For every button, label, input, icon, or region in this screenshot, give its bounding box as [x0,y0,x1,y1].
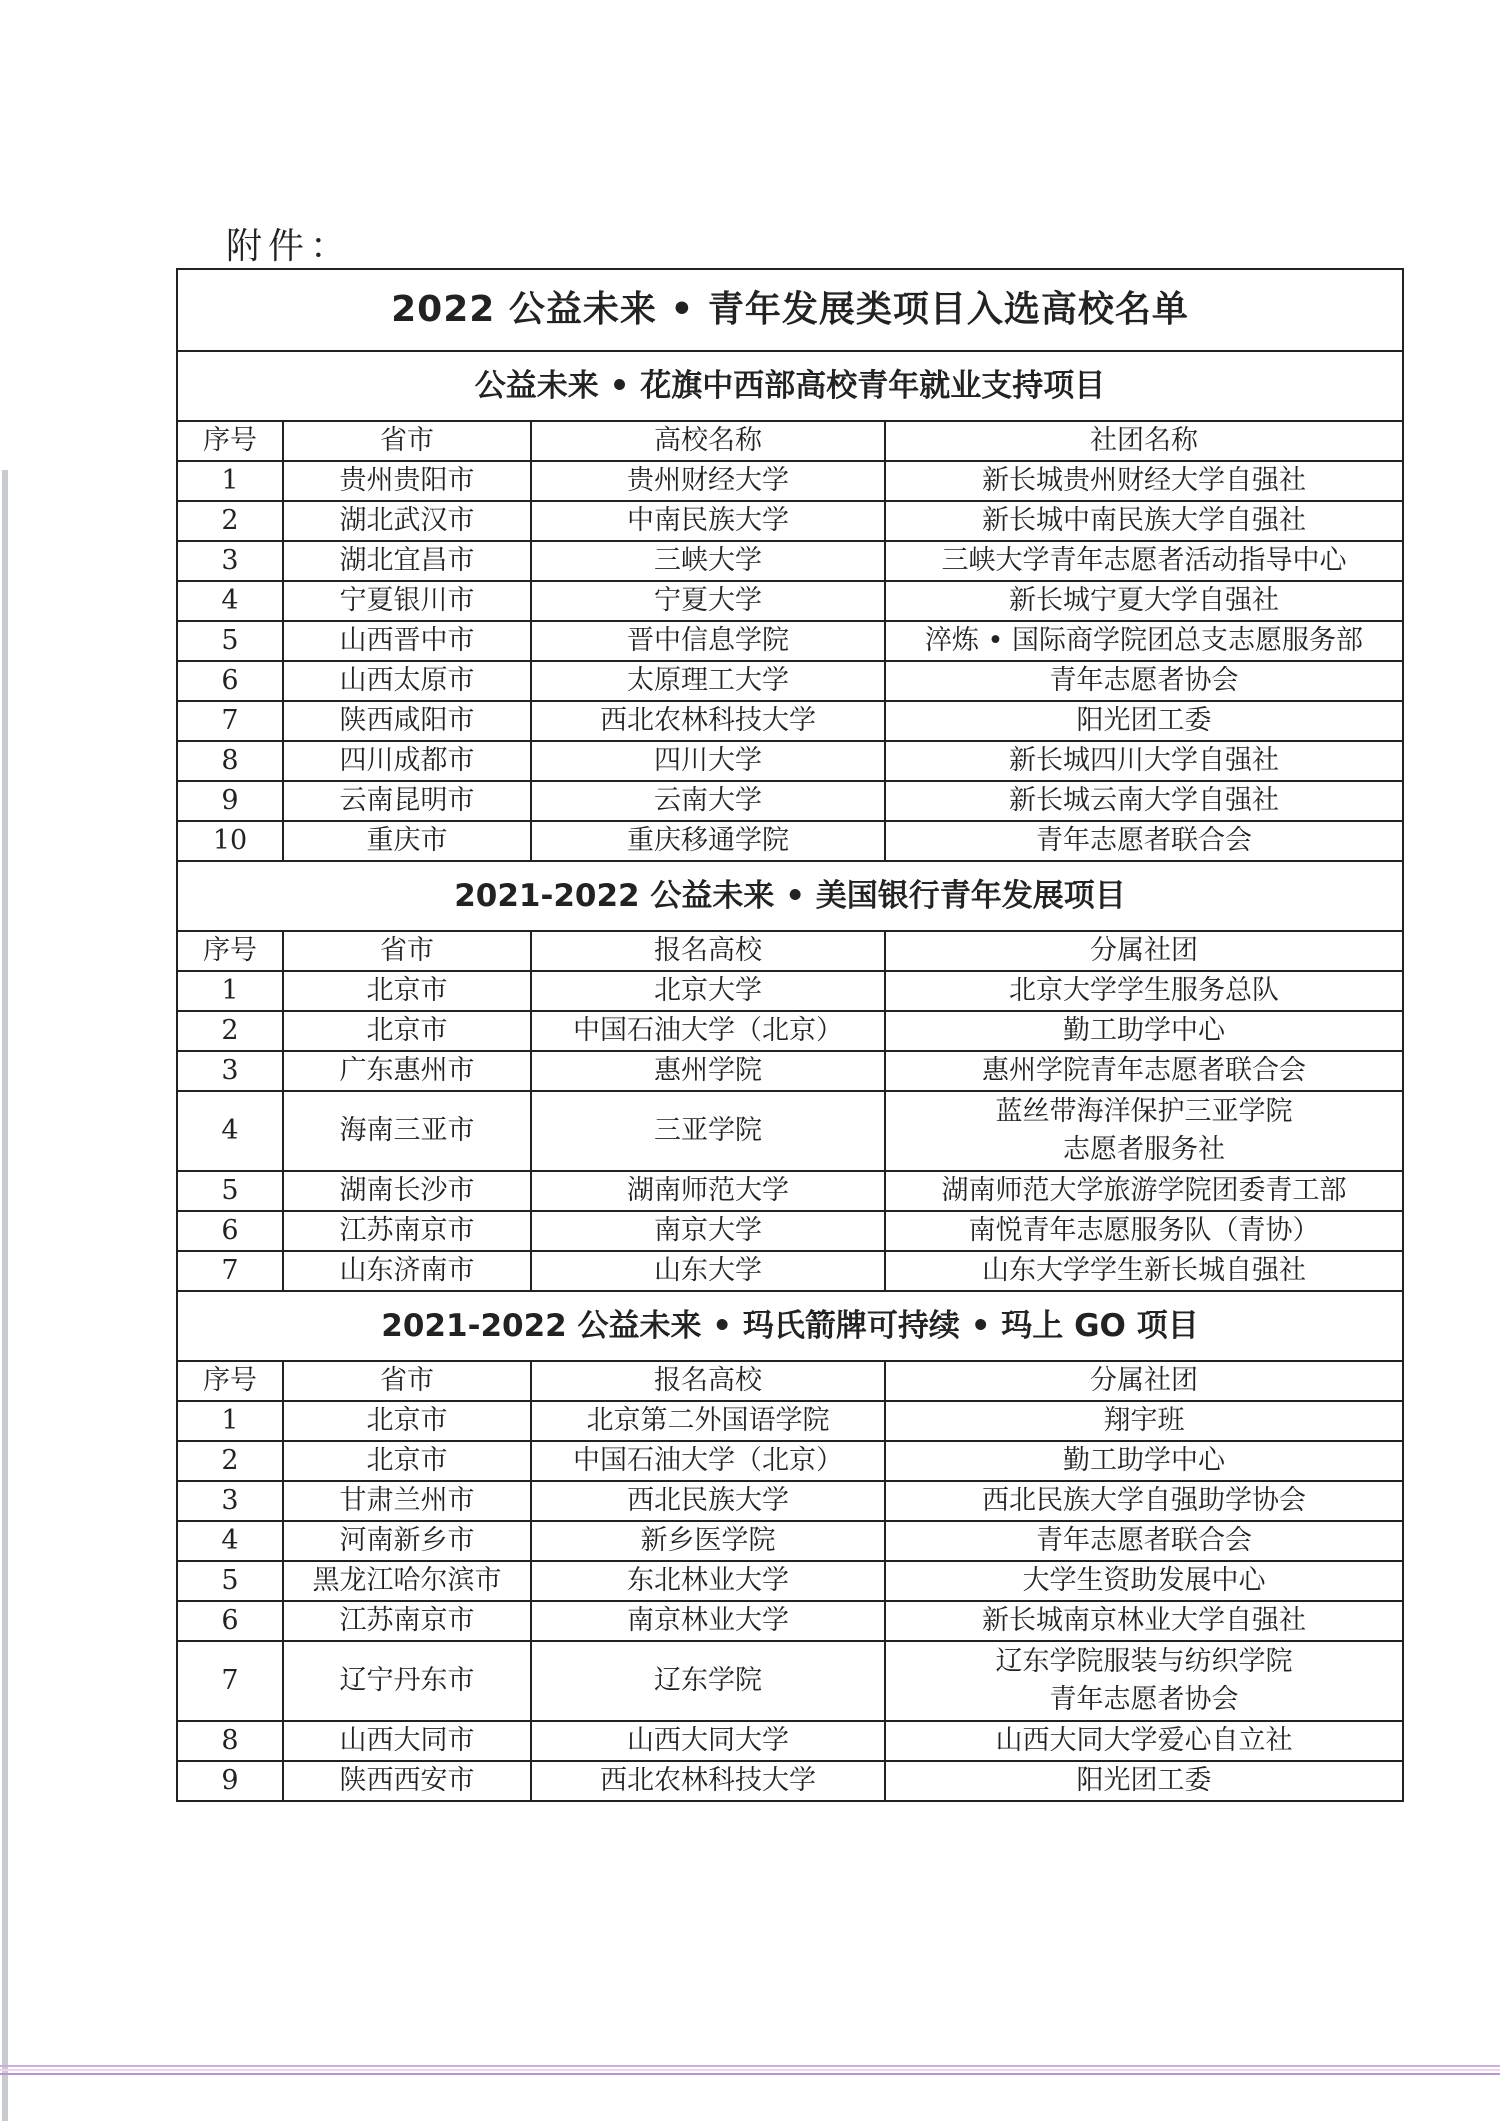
cell-school: 湖南师范大学 [531,1171,885,1211]
cell-club [885,1051,1403,1091]
cell-city: 湖北宜昌市 [283,541,531,581]
cell-index: 10 [177,821,283,861]
club-line: 三峡大学青年志愿者活动指导中心 [941,545,1347,576]
table-row [177,541,1403,581]
club-line: 勤工助学中心 [1063,1445,1225,1476]
cell-club [885,461,1403,501]
cell-club [885,1011,1403,1051]
cell-club [885,821,1403,861]
cell-city: 陕西西安市 [283,1761,531,1801]
section-title-row [177,861,1403,931]
cell-school: 三亚学院 [531,1091,885,1171]
table-row [177,1091,1403,1171]
club-line: 西北民族大学自强助学协会 [982,1485,1306,1516]
cell-school: 惠州学院 [531,1051,885,1091]
cell-club [885,661,1403,701]
club-line: 大学生资助发展中心 [1022,1565,1266,1596]
cell-school: 西北民族大学 [531,1481,885,1521]
cell-city: 贵州贵阳市 [283,461,531,501]
section-title-row [177,1291,1403,1361]
cell-index: 5 [177,1171,283,1211]
cell-index: 2 [177,501,283,541]
table-row [177,1521,1403,1561]
cell-city: 广东惠州市 [283,1051,531,1091]
club-line: 阳光团工委 [1076,705,1212,736]
club-line: 南悦青年志愿服务队（青协） [968,1215,1320,1246]
cell-club [885,1561,1403,1601]
club-line: 辽东学院服装与纺织学院 [995,1646,1293,1677]
cell-city: 湖南长沙市 [283,1171,531,1211]
cell-club [885,1721,1403,1761]
cell-city: 江苏南京市 [283,1211,531,1251]
cell-school: 山西大同大学 [531,1721,885,1761]
header-school: 报名高校 [531,1361,885,1401]
cell-club [885,1251,1403,1291]
cell-index: 4 [177,581,283,621]
table-body [177,269,1403,1801]
cell-school: 三峡大学 [531,541,885,581]
cell-club [885,1401,1403,1441]
cell-city: 山西大同市 [283,1721,531,1761]
cell-school: 宁夏大学 [531,581,885,621]
club-line: 淬炼 • 国际商学院团总支志愿服务部 [924,625,1364,656]
club-line: 勤工助学中心 [1063,1015,1225,1046]
cell-index: 2 [177,1441,283,1481]
table-header-row [177,931,1403,971]
club-line: 阳光团工委 [1076,1765,1212,1796]
table-row [177,461,1403,501]
cell-school: 太原理工大学 [531,661,885,701]
cell-city: 辽宁丹东市 [283,1641,531,1721]
cell-school: 中国石油大学（北京） [531,1441,885,1481]
cell-city: 北京市 [283,971,531,1011]
club-line: 新长城云南大学自强社 [1009,785,1279,816]
header-index: 序号 [177,931,283,971]
club-line: 新长城宁夏大学自强社 [1009,585,1279,616]
cell-school: 东北林业大学 [531,1561,885,1601]
cell-city: 江苏南京市 [283,1601,531,1641]
club-line: 青年志愿者协会 [1049,665,1239,696]
cell-city: 山西晋中市 [283,621,531,661]
club-line: 山西大同大学爱心自立社 [995,1725,1293,1756]
club-line: 新长城南京林业大学自强社 [982,1605,1306,1636]
cell-city: 黑龙江哈尔滨市 [283,1561,531,1601]
table-row [177,1601,1403,1641]
cell-index: 3 [177,541,283,581]
cell-club [885,741,1403,781]
cell-city: 山东济南市 [283,1251,531,1291]
cell-school: 北京第二外国语学院 [531,1401,885,1441]
cell-school: 西北农林科技大学 [531,701,885,741]
section-title-row [177,351,1403,421]
cell-school: 重庆移通学院 [531,821,885,861]
table-row [177,1011,1403,1051]
cell-index: 5 [177,1561,283,1601]
cell-index: 7 [177,1251,283,1291]
cell-club [885,701,1403,741]
section-title: 2021-2022 公益未来 • 美国银行青年发展项目 [177,861,1403,931]
attachment-label: 附件： [226,226,353,267]
main-title-row [177,269,1403,351]
cell-club [885,621,1403,661]
selection-table [176,268,1404,1802]
cell-school: 新乡医学院 [531,1521,885,1561]
cell-school: 晋中信息学院 [531,621,885,661]
table-row [177,741,1403,781]
scan-edge [2,470,8,2121]
table-row [177,621,1403,661]
cell-club [885,971,1403,1011]
header-city: 省市 [283,1361,531,1401]
cell-school: 南京林业大学 [531,1601,885,1641]
cell-index: 6 [177,1601,283,1641]
cell-school: 南京大学 [531,1211,885,1251]
cell-club [885,781,1403,821]
cell-school: 北京大学 [531,971,885,1011]
cell-city: 四川成都市 [283,741,531,781]
scan-artifact-lines [0,2065,1500,2077]
club-line: 湖南师范大学旅游学院团委青工部 [941,1175,1347,1206]
table-header-row [177,1361,1403,1401]
cell-city: 河南新乡市 [283,1521,531,1561]
cell-index: 3 [177,1051,283,1091]
cell-school: 西北农林科技大学 [531,1761,885,1801]
cell-index: 1 [177,461,283,501]
cell-city: 北京市 [283,1441,531,1481]
header-school: 高校名称 [531,421,885,461]
cell-club [885,581,1403,621]
table-row [177,581,1403,621]
cell-city: 甘肃兰州市 [283,1481,531,1521]
table-row [177,1721,1403,1761]
cell-club [885,541,1403,581]
cell-index: 4 [177,1091,283,1171]
cell-index: 9 [177,1761,283,1801]
table-row [177,1251,1403,1291]
cell-city: 宁夏银川市 [283,581,531,621]
club-line: 山东大学学生新长城自强社 [982,1255,1306,1286]
cell-index: 1 [177,1401,283,1441]
table-row [177,501,1403,541]
section-title: 公益未来 • 花旗中西部高校青年就业支持项目 [177,351,1403,421]
main-title: 2022 公益未来 • 青年发展类项目入选高校名单 [177,269,1403,351]
table-row [177,1441,1403,1481]
cell-index: 8 [177,741,283,781]
header-club: 分属社团 [885,1361,1403,1401]
cell-index: 7 [177,701,283,741]
club-line: 北京大学学生服务总队 [1009,975,1279,1006]
cell-school: 四川大学 [531,741,885,781]
table-row [177,1761,1403,1801]
table-row [177,781,1403,821]
table-row [177,1051,1403,1091]
cell-club [885,1441,1403,1481]
header-city: 省市 [283,931,531,971]
table-row [177,1561,1403,1601]
header-club: 分属社团 [885,931,1403,971]
table-row [177,1401,1403,1441]
header-club: 社团名称 [885,421,1403,461]
cell-index: 6 [177,661,283,701]
cell-club [885,1211,1403,1251]
cell-index: 1 [177,971,283,1011]
table-row [177,1641,1403,1721]
club-line: 翔宇班 [1103,1405,1185,1436]
cell-school: 中南民族大学 [531,501,885,541]
cell-index: 6 [177,1211,283,1251]
cell-city: 重庆市 [283,821,531,861]
table-row [177,661,1403,701]
table-row [177,1171,1403,1211]
cell-city: 北京市 [283,1011,531,1051]
cell-city: 海南三亚市 [283,1091,531,1171]
cell-city: 云南昆明市 [283,781,531,821]
cell-club [885,1761,1403,1801]
club-line: 青年志愿者联合会 [1036,825,1252,856]
table-row [177,1211,1403,1251]
club-line: 志愿者服务社 [1063,1134,1225,1165]
cell-index: 4 [177,1521,283,1561]
cell-club [885,1481,1403,1521]
cell-club [885,1091,1403,1171]
cell-city: 湖北武汉市 [283,501,531,541]
header-index: 序号 [177,421,283,461]
document-table-container [176,268,1402,1802]
table-row [177,971,1403,1011]
club-line: 蓝丝带海洋保护三亚学院 [995,1096,1293,1127]
cell-school: 云南大学 [531,781,885,821]
club-line: 新长城中南民族大学自强社 [982,505,1306,536]
section-title: 2021-2022 公益未来 • 玛氏箭牌可持续 • 玛上 GO 项目 [177,1291,1403,1361]
table-row [177,1481,1403,1521]
club-line: 新长城贵州财经大学自强社 [982,465,1306,496]
table-row [177,821,1403,861]
cell-index: 2 [177,1011,283,1051]
club-line: 惠州学院青年志愿者联合会 [982,1055,1306,1086]
cell-club [885,501,1403,541]
header-index: 序号 [177,1361,283,1401]
cell-club [885,1641,1403,1721]
cell-club [885,1601,1403,1641]
cell-index: 3 [177,1481,283,1521]
club-line: 青年志愿者协会 [1049,1684,1239,1715]
club-line: 新长城四川大学自强社 [1009,745,1279,776]
cell-index: 9 [177,781,283,821]
cell-city: 山西太原市 [283,661,531,701]
cell-school: 辽东学院 [531,1641,885,1721]
cell-school: 中国石油大学（北京） [531,1011,885,1051]
header-school: 报名高校 [531,931,885,971]
cell-school: 贵州财经大学 [531,461,885,501]
cell-club [885,1171,1403,1211]
cell-club [885,1521,1403,1561]
cell-index: 5 [177,621,283,661]
header-city: 省市 [283,421,531,461]
table-row [177,701,1403,741]
club-line: 青年志愿者联合会 [1036,1525,1252,1556]
cell-city: 陕西咸阳市 [283,701,531,741]
table-header-row [177,421,1403,461]
cell-school: 山东大学 [531,1251,885,1291]
cell-index: 7 [177,1641,283,1721]
cell-city: 北京市 [283,1401,531,1441]
cell-index: 8 [177,1721,283,1761]
